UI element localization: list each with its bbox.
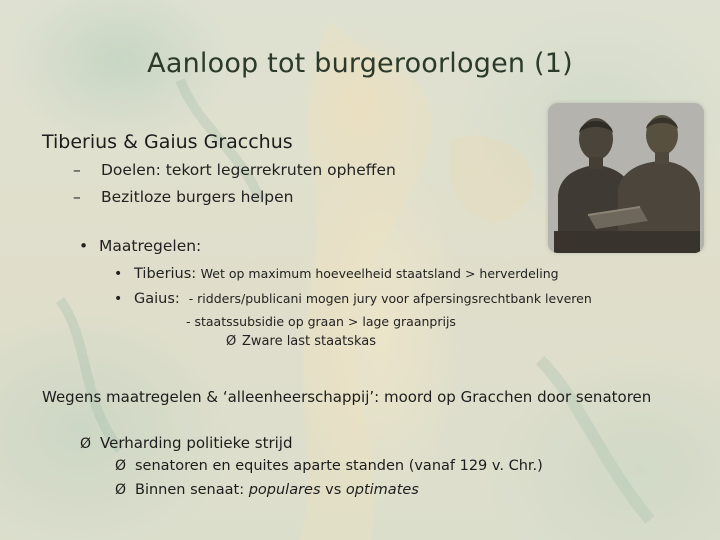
bullet-marker: • xyxy=(114,291,123,307)
populares-term: populares xyxy=(248,482,321,498)
gracchi-bust-image xyxy=(548,103,704,253)
measures-label: Maatregelen: xyxy=(99,237,202,255)
hardening-item xyxy=(80,434,293,452)
goal-text: Bezitloze burgers helpen xyxy=(101,188,294,206)
bullet-marker: • xyxy=(79,237,89,255)
measure-item xyxy=(114,291,592,307)
slide-title: Aanloop tot burgeroorlogen (1) xyxy=(147,48,573,79)
measure-who: Tiberius: xyxy=(134,266,197,282)
arrow-bullet-icon: Ø xyxy=(226,334,237,349)
measure-who: Gaius: xyxy=(134,291,180,307)
section-heading: Tiberius & Gaius Gracchus xyxy=(42,131,293,153)
consequence-item xyxy=(226,334,376,349)
measure-item xyxy=(114,266,559,282)
consequence-text: Zware last staatskas xyxy=(242,334,376,349)
gaius-extra-measure: - staatssubsidie op graan > lage graanprijs xyxy=(186,314,456,329)
arrow-bullet-icon: Ø xyxy=(115,458,127,474)
goal-text: Doelen: tekort legerrekruten opheffen xyxy=(101,161,396,179)
hardening-text: Verharding politieke strijd xyxy=(100,434,293,452)
arrow-bullet-icon: Ø xyxy=(115,482,127,498)
sub-point-item xyxy=(115,482,419,498)
arrow-bullet-icon: Ø xyxy=(80,436,92,452)
dash-marker: – xyxy=(73,161,81,179)
sub-point-mid: vs xyxy=(320,482,346,498)
dash-marker: – xyxy=(73,188,81,206)
sub-point-text: senatoren en equites aparte standen (vanaf 129 v. Chr.) xyxy=(135,458,543,474)
sub-point-prefix: Binnen senaat: xyxy=(135,482,249,498)
measure-what: Wet op maximum hoeveelheid staatsland > herverdeling xyxy=(200,266,559,281)
bullet-marker: • xyxy=(114,266,123,282)
measure-what: - ridders/publicani mogen jury voor afpersingsrechtbank leveren xyxy=(188,291,592,306)
goal-item xyxy=(73,161,396,179)
conclusion-text: Wegens maatregelen & ‘alleenheerschappij’: moord op Gracchen door senatoren xyxy=(42,388,652,406)
goal-item xyxy=(73,188,293,206)
measures-bullet xyxy=(79,237,201,255)
optimates-term: optimates xyxy=(345,482,419,498)
sub-point-item xyxy=(115,458,543,474)
